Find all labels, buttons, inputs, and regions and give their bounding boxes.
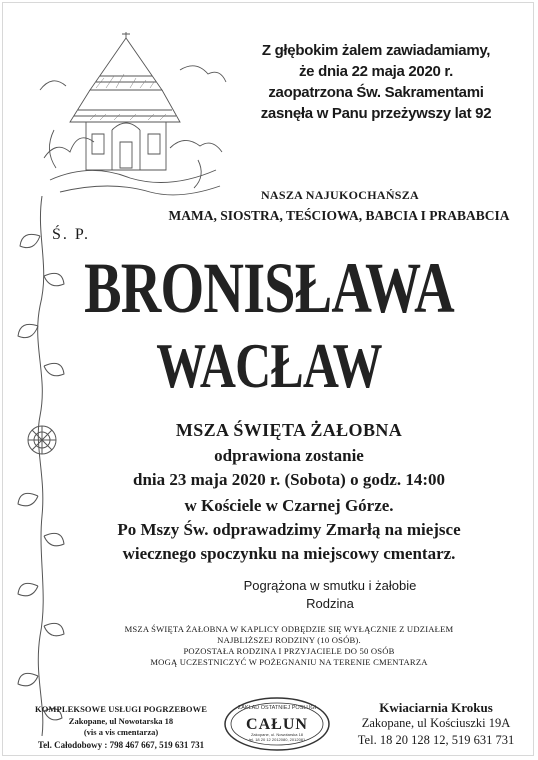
- florist-name: Kwiaciarnia Krokus: [379, 700, 493, 715]
- mass-detail-line: wiecznego spoczynku na miejscowy cmentarz.: [122, 544, 456, 563]
- death-announcement: [236, 40, 516, 124]
- mass-detail-line: dnia 23 maja 2020 r. (Sobota) o godz. 14:00: [133, 470, 445, 489]
- mourning-line: Pogrążona w smutku i żałobie: [243, 578, 417, 593]
- relation-line-2: MAMA, SIOSTRA, TEŚCIOWA, BABCIA I PRABABCIA: [168, 208, 510, 223]
- announcement-line: zaopatrzona Św. Sakramentami: [268, 84, 484, 101]
- florist-address: Zakopane, ul Kościuszki 19A: [361, 716, 511, 730]
- announcement-line: zasnęła w Panu przeżywszy lat 92: [260, 105, 492, 122]
- logo-brand: CAŁUN: [246, 716, 308, 733]
- announcement-line: Z głębokim żalem zawiadamiamy,: [261, 42, 491, 59]
- funeral-service-note: (vis a vis cmentarza): [83, 727, 159, 737]
- notice-line: NAJBLIŻSZEJ RODZINY (10 OSÓB).: [217, 635, 361, 645]
- memorial-prefix: Ś. P.: [52, 226, 91, 243]
- mass-detail-line: odprawiona zostanie: [214, 446, 364, 465]
- deceased-first-name: BRONISŁAWA: [84, 248, 454, 328]
- notice-line: POZOSTAŁA RODZINA I PRZYJACIELE DO 50 OSÓB: [183, 646, 395, 656]
- chapel-illustration: [30, 30, 230, 205]
- funeral-service-phone: Tel. Całodobowy : 798 467 667, 519 631 731: [37, 740, 205, 750]
- logo-small-1: Zakopane, ul. Nowotarska 18: [250, 732, 304, 737]
- notice-line: MSZA ŚWIĘTA ŻAŁOBNA W KAPLICY ODBĘDZIE SIĘ WYŁĄCZNIE Z UDZIAŁEM: [124, 624, 454, 634]
- announcement-line: że dnia 22 maja 2020 r.: [298, 63, 454, 80]
- logo-arc-text: ZAKŁAD OSTATNIEJ POSŁUGI: [237, 705, 317, 711]
- relation-line-1: NASZA NAJUKOCHAŃSZA: [260, 188, 420, 202]
- funeral-service-address: Zakopane, ul Nowotarska 18: [68, 716, 174, 726]
- mass-title: MSZA ŚWIĘTA ŻAŁOBNA: [175, 420, 403, 440]
- logo-small-2: tel. 18 20 12 2012080, 2012081: [248, 737, 306, 742]
- mourning-signature: Rodzina: [306, 596, 354, 611]
- funeral-service-name: KOMPLEKSOWE USŁUGI POGRZEBOWE: [35, 704, 207, 714]
- deceased-last-name: WACŁAW: [156, 330, 382, 401]
- calun-logo: [222, 694, 332, 752]
- florist-phone: Tel. 18 20 128 12, 519 631 731: [357, 733, 515, 747]
- mass-detail-line: Po Mszy Św. odprawadzimy Zmarłą na miejsce: [117, 520, 461, 539]
- notice-line: MOGĄ UCZESTNICZYĆ W POŻEGNANIU NA TERENIE CMENTARZA: [150, 657, 428, 667]
- mass-detail-line: w Kościele w Czarnej Górze.: [184, 496, 394, 515]
